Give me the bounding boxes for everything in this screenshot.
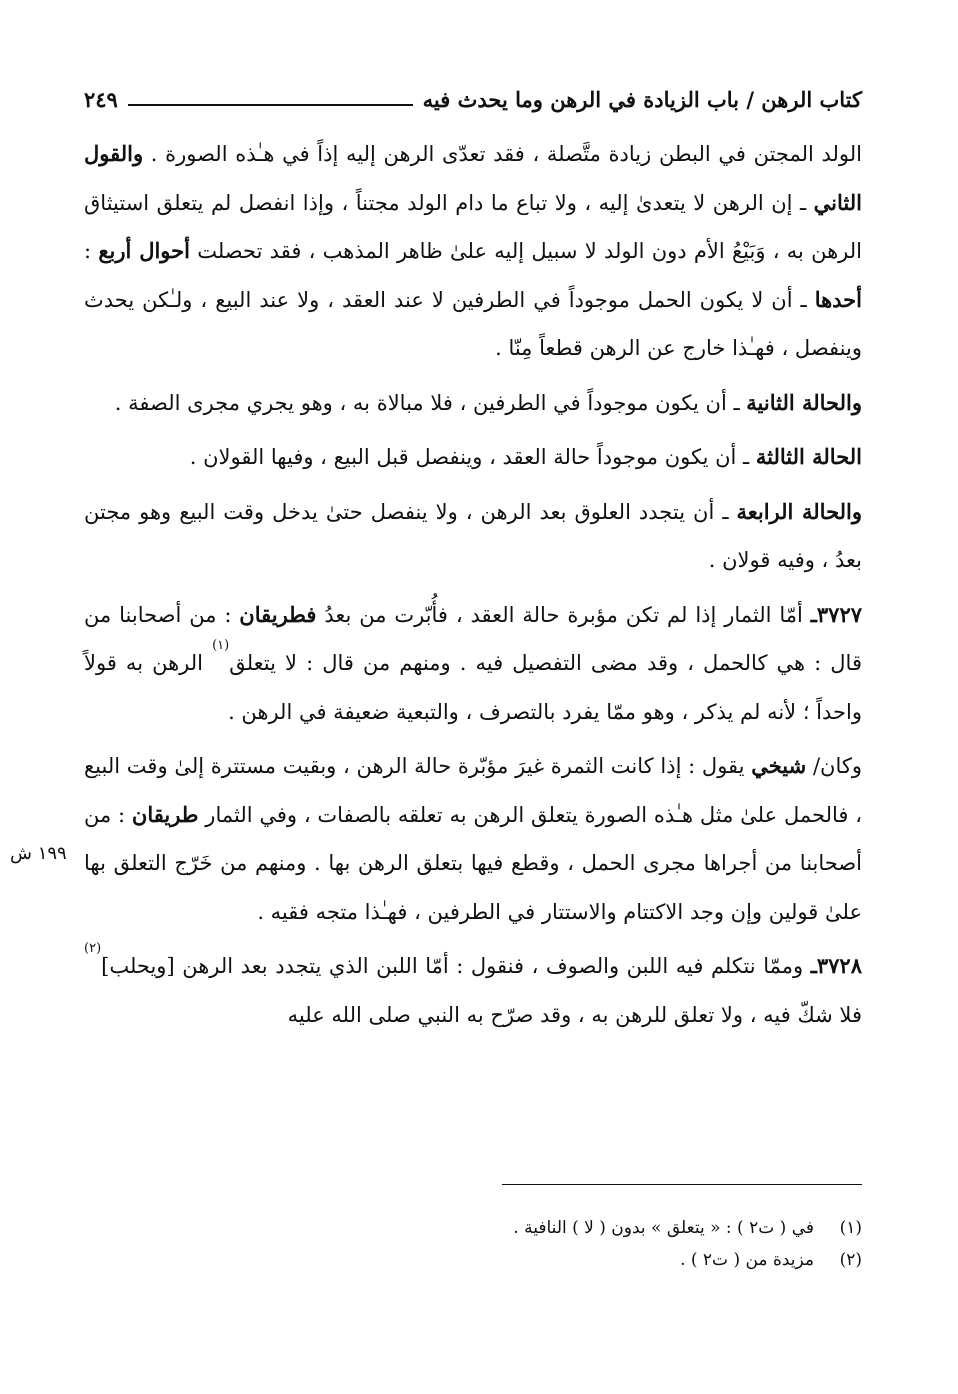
header-title: كتاب الرهن / باب الزيادة في الرهن وما يحدث فيه — [422, 86, 862, 112]
main-text — [84, 130, 862, 1039]
text-segment: : — [84, 239, 99, 263]
paragraph — [84, 742, 862, 936]
bold-term: فطريقان — [239, 601, 317, 627]
text-segment: الرهن به قولاً واحداً ؛ لأنه لم يذكر ، وهو ممّا يفرد بالتصرف ، والتبعية ضعيفة في الرهن . — [84, 651, 862, 724]
paragraph — [84, 942, 862, 1039]
text-segment: يقول : إذا كانت الثمرة غيرَ مؤبّرة حالة الرهن ، وبقيت مستترة إلىٰ وقت البيع ، فالحمل علىٰ مثل هـٰذه الصورة يتعلق الرهن به تعلقه بالصفات ، وفي الثمار — [84, 754, 862, 827]
footnote — [84, 1244, 862, 1276]
bold-term: شيخي — [751, 753, 807, 778]
footnote-marker: (٢) — [84, 941, 102, 956]
bold-term: والحالة الثانية — [746, 389, 862, 415]
footnote — [84, 1212, 862, 1244]
text-segment: ـ إن الرهن لا يتعدىٰ إليه ، ولا تباع ما دام الولد مجتناً ، وإذا انفصل لم يتعلق استيثاق الرهن به ، وَبَيْعُ الأم دون الولد لا سبيل إليه علىٰ ظاهر المذهب ، فقد تحصلت — [84, 190, 862, 263]
bold-term: والقول الثاني — [84, 141, 862, 215]
paragraph — [84, 433, 862, 482]
bold-term: أحدها — [814, 286, 862, 312]
text-segment: ـ أن يكون موجوداً في الطرفين ، فلا مبالاة به ، وهو يجري مجرى الصفة . — [114, 390, 747, 415]
footnote-separator — [502, 1184, 862, 1185]
header-rule — [128, 104, 413, 106]
footnotes — [84, 1212, 862, 1276]
bold-term: ٣٧٢٨ـ — [810, 953, 862, 978]
page-number: ٢٤٩ — [84, 86, 118, 112]
paragraph — [84, 591, 862, 737]
text-segment: الولد المجتن في البطن زيادة متَّصلة ، فقد تعدّى الرهن إليه إذاً في هـٰذه الصورة . — [143, 142, 862, 166]
text-segment: وكان/ — [806, 754, 862, 778]
footnote-number: (٢) — [839, 1250, 862, 1270]
paragraph — [84, 379, 862, 428]
bold-term: ٣٧٢٧ـ — [810, 601, 863, 627]
text-segment: : من أصحابنا من قال : هي كالحمل ، وقد مضى التفصيل فيه . ومنهم من قال : لا يتعلق — [84, 602, 862, 675]
bold-term: طريقان — [131, 801, 199, 827]
footnote-number: (١) — [839, 1218, 862, 1238]
text-segment: ـ أن لا يكون الحمل موجوداً في الطرفين لا عند العقد ، ولا عند البيع ، ولـٰكن يحدث وينفصل ، فهـٰذا خارج عن الرهن قطعاً مِنّا . — [84, 287, 862, 360]
footnote-text: في ( ت٢ ) : « يتعلق » بدون ( لا ) النافية . — [513, 1218, 814, 1238]
margin-folio-note: ١٩٩ ش — [10, 843, 67, 864]
text-segment: ـ أن يكون موجوداً حالة العقد ، وينفصل قبل البيع ، وفيها القولان . — [189, 445, 756, 469]
bold-term: والحالة الرابعة — [736, 498, 863, 524]
text-segment: وممّا نتكلم فيه اللبن والصوف ، فنقول : أمّا اللبن الذي يتجدد بعد الرهن [ويحلب] — [101, 954, 811, 978]
text-segment: ـ أن يتجدد العلوق بعد الرهن ، ولا ينفصل حتىٰ يدخل وقت البيع وهو مجتن بعدُ ، وفيه قولان . — [84, 499, 862, 572]
paragraph — [84, 488, 862, 585]
text-segment: فلا شكّ فيه ، ولا تعلق للرهن به ، وقد صرّح به النبي صلى الله عليه — [287, 1002, 862, 1027]
text-segment: : من أصحابنا من أجراها مجرى الحمل ، وقطع فيها بتعلق الرهن بها . ومنهم من خَرّج التعلق بها علىٰ قولين وإن وجد الاكتتام والاستتار في الطرفين ، فهـٰذا متجه فقيه . — [84, 802, 862, 924]
footnote-text: مزيدة من ( ت٢ ) . — [680, 1250, 814, 1270]
paragraph — [84, 130, 862, 373]
footnote-marker: (١) — [212, 638, 230, 653]
bold-term: الحالة الثالثة — [755, 444, 862, 469]
running-header — [84, 82, 862, 116]
text-segment: أمّا الثمار إذا لم تكن مؤبرة حالة العقد ، فأُبّرت من بعدُ — [316, 602, 811, 627]
bold-term: أحوال أربع — [98, 238, 190, 263]
